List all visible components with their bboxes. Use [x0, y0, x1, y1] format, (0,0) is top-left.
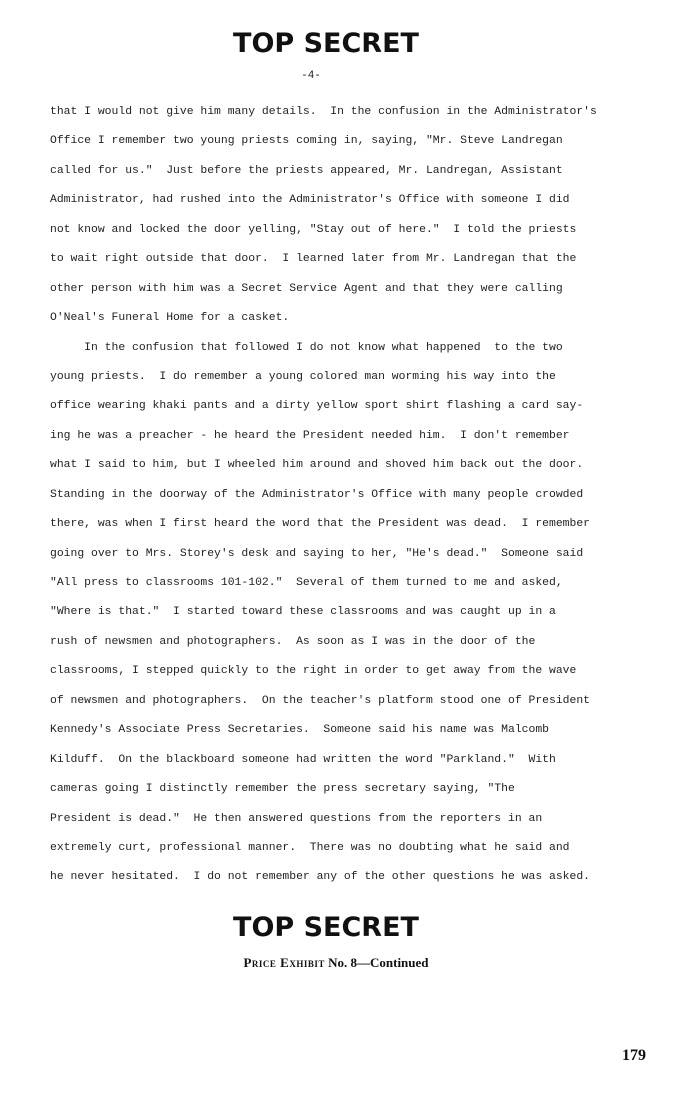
exhibit-caption — [0, 955, 672, 971]
top-secret-stamp-footer: TOP SECRET — [233, 912, 419, 943]
body-line: "Where is that." I started toward these classrooms and was caught up in a — [50, 606, 556, 619]
body-line: "All press to classrooms 101-102." Several of them turned to me and asked, — [50, 577, 563, 589]
body-line: classrooms, I stepped quickly to the right in order to get away from the wave — [50, 665, 577, 678]
body-line: O'Neal's Funeral Home for a casket. — [50, 312, 290, 325]
body-line: Kilduff. On the blackboard someone had written the word "Parkland." With — [50, 753, 556, 766]
body-line: Kennedy's Associate Press Secretaries. Someone said his name was Malcomb — [50, 724, 549, 737]
top-secret-stamp-header: TOP SECRET — [233, 28, 419, 59]
body-line: other person with him was a Secret Service Agent and that they were calling — [50, 282, 563, 295]
exhibit-caption-prefix: Price Exhibit — [243, 955, 325, 970]
body-line: cameras going I distinctly remember the press secretary saying, "The — [50, 783, 515, 796]
body-line: that I would not give him many details. In the confusion in the Administrator's — [50, 106, 597, 118]
body-line: there, was when I first heard the word that the President was dead. I remember — [50, 518, 591, 531]
body-line: office wearing khaki pants and a dirty yellow sport shirt flashing a card say- — [50, 400, 584, 413]
body-line: extremely curt, professional manner. There was no doubting what he said and — [50, 841, 570, 854]
body-line: young priests. I do remember a young colored man worming his way into the — [50, 370, 556, 383]
body-line: ing he was a preacher - he heard the President needed him. I don't remember — [50, 429, 570, 442]
body-line: rush of newsmen and photographers. As soon as I was in the door of the — [50, 635, 536, 648]
body-line: going over to Mrs. Storey's desk and saying to her, "He's dead." Someone said — [50, 547, 584, 560]
body-line: Standing in the doorway of the Administrator's Office with many people crowded — [50, 488, 584, 501]
body-line: of newsmen and photographers. On the teacher's platform stood one of President — [50, 694, 591, 707]
body-line: called for us." Just before the priests appeared, Mr. Landregan, Assistant — [50, 164, 563, 177]
body-line: In the confusion that followed I do not know what happened to the two — [50, 341, 563, 354]
body-line: Administrator, had rushed into the Administrator's Office with someone I did — [50, 194, 570, 207]
body-line: to wait right outside that door. I learned later from Mr. Landregan that the — [50, 253, 577, 266]
body-line: Office I remember two young priests coming in, saying, "Mr. Steve Landregan — [50, 135, 563, 148]
document-body — [50, 98, 650, 893]
body-line: he never hesitated. I do not remember any of the other questions he was asked. — [50, 871, 591, 884]
body-line: not know and locked the door yelling, "Stay out of here." I told the priests — [50, 223, 577, 236]
page-number: 179 — [622, 1047, 646, 1064]
page-marker: -4- — [301, 70, 321, 82]
body-line: what I said to him, but I wheeled him around and shoved him back out the door. — [50, 459, 584, 472]
body-line: President is dead." He then answered questions from the reporters in an — [50, 812, 543, 825]
exhibit-caption-suffix: No. 8—Continued — [328, 955, 429, 970]
